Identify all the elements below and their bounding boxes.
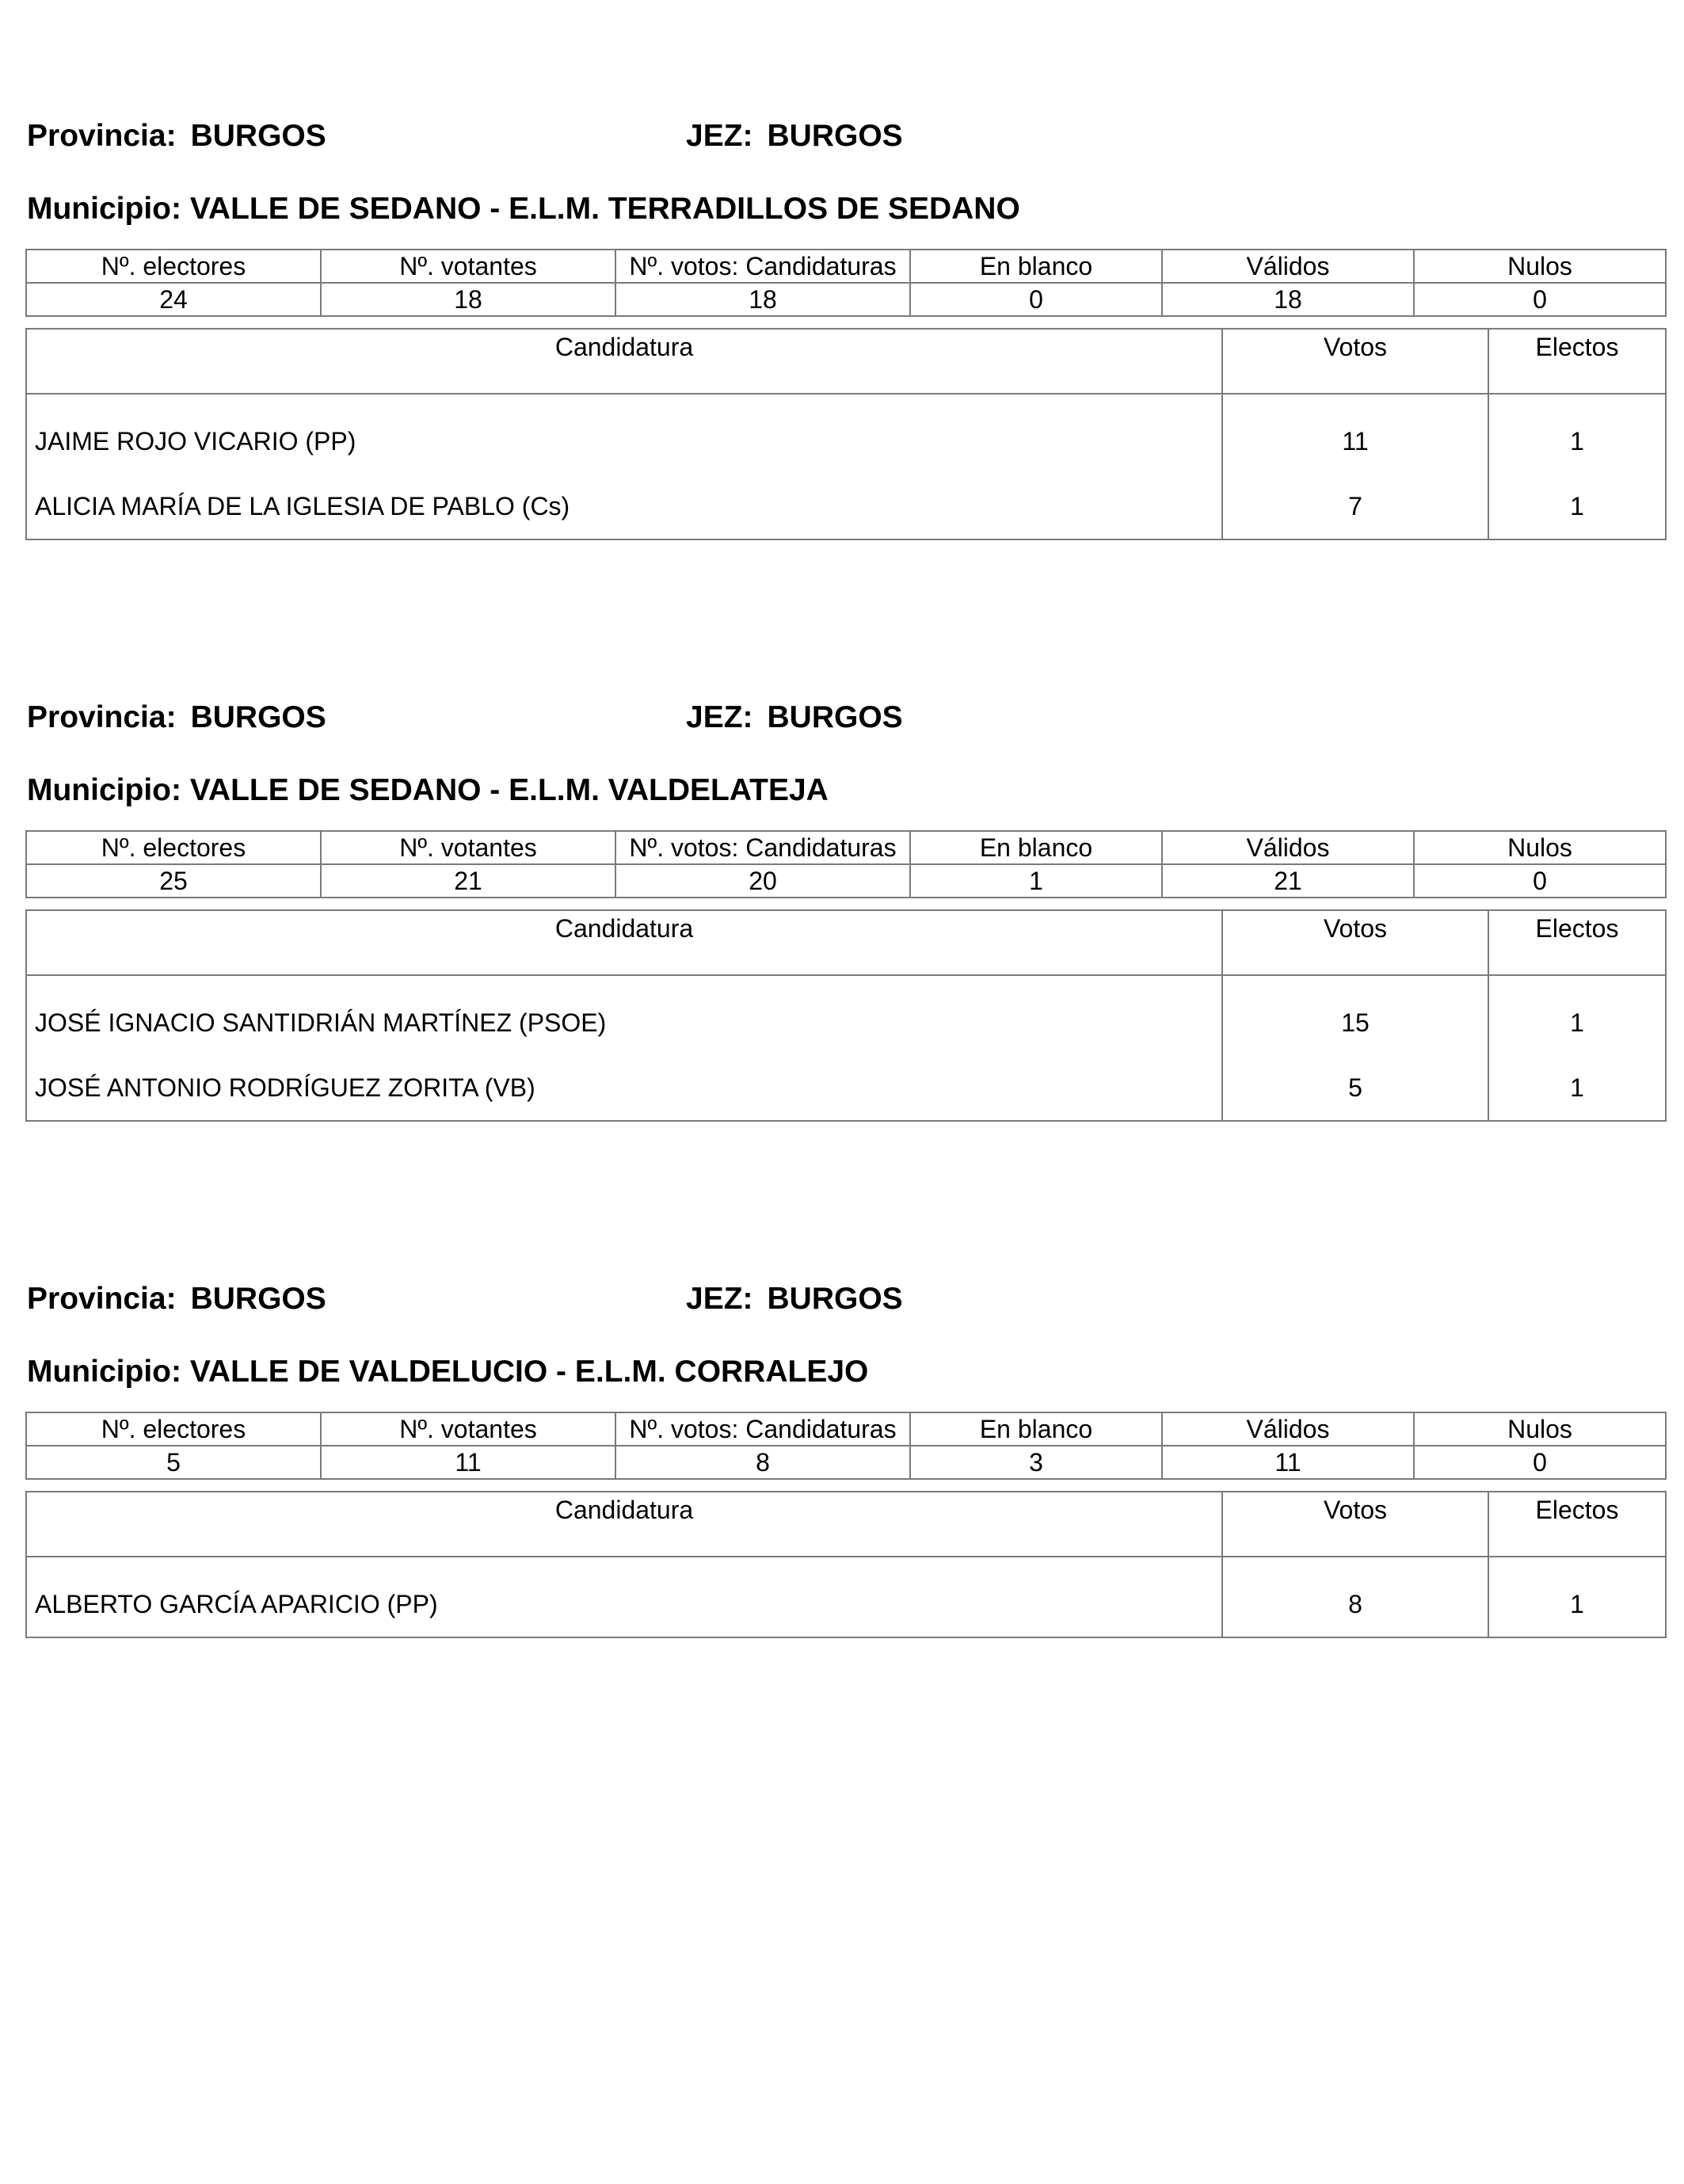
value-en-blanco: 3 xyxy=(910,1446,1162,1479)
municipio-value: VALLE DE VALDELUCIO - E.L.M. CORRALEJO xyxy=(189,1355,869,1389)
header-votos: Votos xyxy=(1222,1492,1488,1557)
candidates-table xyxy=(25,1491,1667,1638)
results-section-1 xyxy=(0,117,1684,696)
results-section-3 xyxy=(0,1280,1684,1858)
candidate-electos: 1 xyxy=(1488,474,1666,539)
header-en-blanco: En blanco xyxy=(910,1412,1162,1446)
header-electores: Nº. electores xyxy=(26,1412,321,1446)
header-nulos: Nulos xyxy=(1414,831,1666,864)
value-electores: 5 xyxy=(26,1446,321,1479)
header-en-blanco: En blanco xyxy=(910,250,1162,283)
jez-label: JEZ: xyxy=(686,119,753,153)
table-row xyxy=(26,1557,1666,1637)
header-votos-candidaturas: Nº. votos: Candidaturas xyxy=(615,831,910,864)
provincia-value: BURGOS xyxy=(190,700,326,734)
value-electores: 25 xyxy=(26,864,321,898)
header-en-blanco: En blanco xyxy=(910,831,1162,864)
stats-value-row xyxy=(26,283,1666,316)
header-candidatura: Candidatura xyxy=(26,1492,1222,1557)
stats-header-row xyxy=(26,1412,1666,1446)
stats-value-row xyxy=(26,864,1666,898)
candidate-name: JAIME ROJO VICARIO (PP) xyxy=(26,394,1222,474)
value-en-blanco: 1 xyxy=(910,864,1162,898)
value-en-blanco: 0 xyxy=(910,283,1162,316)
provincia-heading xyxy=(27,702,326,733)
jez-label: JEZ: xyxy=(686,1282,753,1316)
header-votos: Votos xyxy=(1222,329,1488,394)
header-votos-candidaturas: Nº. votos: Candidaturas xyxy=(615,250,910,283)
candidate-votos: 7 xyxy=(1222,474,1488,539)
header-nulos: Nulos xyxy=(1414,250,1666,283)
stats-table xyxy=(25,830,1667,898)
municipio-heading xyxy=(27,775,829,806)
candidates-table xyxy=(25,328,1667,540)
municipio-value: VALLE DE SEDANO - E.L.M. VALDELATEJA xyxy=(189,773,829,807)
header-electos: Electos xyxy=(1488,1492,1666,1557)
stats-table xyxy=(25,1412,1667,1480)
value-votos-candidaturas: 8 xyxy=(615,1446,910,1479)
table-row xyxy=(26,1055,1666,1121)
candidate-name: JOSÉ IGNACIO SANTIDRIÁN MARTÍNEZ (PSOE) xyxy=(26,975,1222,1055)
header-candidatura: Candidatura xyxy=(26,329,1222,394)
jez-value: BURGOS xyxy=(767,700,903,734)
municipio-heading xyxy=(27,193,1020,224)
table-row xyxy=(26,474,1666,539)
stats-header-row xyxy=(26,250,1666,283)
header-votantes: Nº. votantes xyxy=(321,831,615,864)
provincia-label: Provincia: xyxy=(27,700,177,734)
candidates-header-row xyxy=(26,910,1666,975)
candidate-votos: 15 xyxy=(1222,975,1488,1055)
table-row xyxy=(26,394,1666,474)
candidates-header-row xyxy=(26,1492,1666,1557)
jez-value: BURGOS xyxy=(767,119,903,153)
header-validos: Válidos xyxy=(1162,1412,1414,1446)
jez-heading xyxy=(686,1283,903,1314)
municipio-label: Municipio: xyxy=(27,1355,181,1389)
candidate-name: JOSÉ ANTONIO RODRÍGUEZ ZORITA (VB) xyxy=(26,1055,1222,1121)
candidate-votos: 11 xyxy=(1222,394,1488,474)
header-votos: Votos xyxy=(1222,910,1488,975)
header-validos: Válidos xyxy=(1162,831,1414,864)
value-votos-candidaturas: 18 xyxy=(615,283,910,316)
results-section-2 xyxy=(0,699,1684,1277)
value-electores: 24 xyxy=(26,283,321,316)
header-electores: Nº. electores xyxy=(26,831,321,864)
jez-label: JEZ: xyxy=(686,700,753,734)
value-votantes: 11 xyxy=(321,1446,615,1479)
value-validos: 18 xyxy=(1162,283,1414,316)
header-electores: Nº. electores xyxy=(26,250,321,283)
municipio-label: Municipio: xyxy=(27,773,181,807)
candidate-name: ALBERTO GARCÍA APARICIO (PP) xyxy=(26,1557,1222,1637)
candidate-votos: 5 xyxy=(1222,1055,1488,1121)
jez-value: BURGOS xyxy=(767,1282,903,1316)
header-votantes: Nº. votantes xyxy=(321,1412,615,1446)
candidate-votos: 8 xyxy=(1222,1557,1488,1637)
provincia-label: Provincia: xyxy=(27,1282,177,1316)
stats-value-row xyxy=(26,1446,1666,1479)
provincia-value: BURGOS xyxy=(190,119,326,153)
jez-heading xyxy=(686,702,903,733)
stats-table xyxy=(25,249,1667,317)
candidate-electos: 1 xyxy=(1488,1055,1666,1121)
header-electos: Electos xyxy=(1488,329,1666,394)
value-votantes: 21 xyxy=(321,864,615,898)
provincia-label: Provincia: xyxy=(27,119,177,153)
provincia-heading xyxy=(27,120,326,151)
header-votos-candidaturas: Nº. votos: Candidaturas xyxy=(615,1412,910,1446)
provincia-heading xyxy=(27,1283,326,1314)
candidates-table xyxy=(25,909,1667,1122)
header-votantes: Nº. votantes xyxy=(321,250,615,283)
header-validos: Válidos xyxy=(1162,250,1414,283)
stats-header-row xyxy=(26,831,1666,864)
candidates-header-row xyxy=(26,329,1666,394)
municipio-label: Municipio: xyxy=(27,192,181,226)
municipio-value: VALLE DE SEDANO - E.L.M. TERRADILLOS DE SEDANO xyxy=(189,192,1020,226)
provincia-value: BURGOS xyxy=(190,1282,326,1316)
municipio-heading xyxy=(27,1356,868,1387)
candidate-electos: 1 xyxy=(1488,394,1666,474)
value-nulos: 0 xyxy=(1414,864,1666,898)
header-candidatura: Candidatura xyxy=(26,910,1222,975)
value-votantes: 18 xyxy=(321,283,615,316)
candidate-electos: 1 xyxy=(1488,975,1666,1055)
header-nulos: Nulos xyxy=(1414,1412,1666,1446)
value-votos-candidaturas: 20 xyxy=(615,864,910,898)
candidate-electos: 1 xyxy=(1488,1557,1666,1637)
candidate-name: ALICIA MARÍA DE LA IGLESIA DE PABLO (Cs) xyxy=(26,474,1222,539)
jez-heading xyxy=(686,120,903,151)
header-electos: Electos xyxy=(1488,910,1666,975)
table-row xyxy=(26,975,1666,1055)
value-validos: 21 xyxy=(1162,864,1414,898)
value-validos: 11 xyxy=(1162,1446,1414,1479)
value-nulos: 0 xyxy=(1414,1446,1666,1479)
value-nulos: 0 xyxy=(1414,283,1666,316)
